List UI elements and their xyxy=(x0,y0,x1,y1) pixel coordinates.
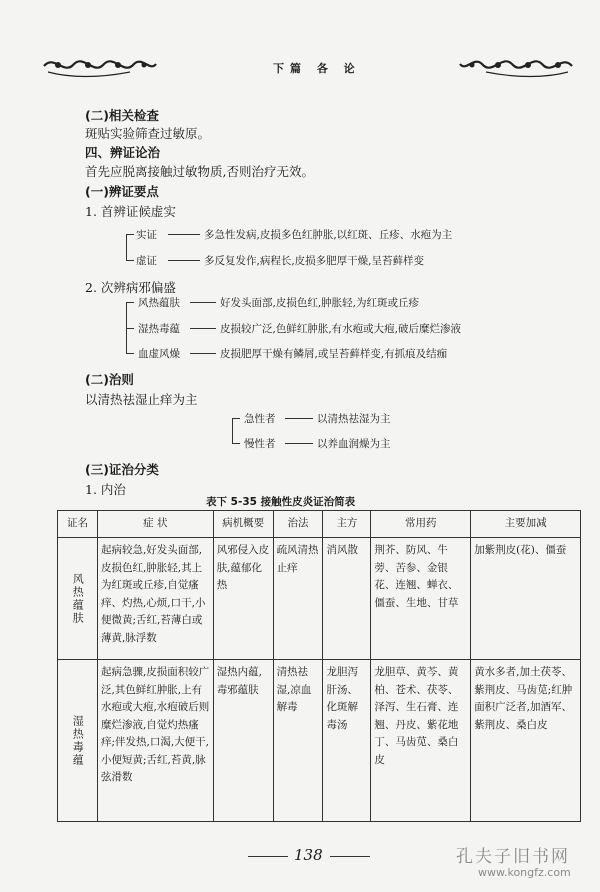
list-item: 1. 内治 xyxy=(85,482,126,497)
syndrome-name: 湿热毒蕴 xyxy=(58,660,98,822)
bracket-desc: 皮损肥厚干燥有鳞屑,或呈苔藓样变,有抓痕及结痂 xyxy=(220,348,448,360)
page-number: 138 xyxy=(294,846,323,864)
right-ornament xyxy=(456,52,576,78)
footer-rule xyxy=(248,856,288,857)
method-cell: 清热祛湿,凉血解毒 xyxy=(273,660,323,822)
dash-line xyxy=(168,260,200,261)
herbs-cell: 荆芥、防风、牛蒡、苦参、金银花、连翘、蝉衣、僵蚕、生地、甘草 xyxy=(371,538,471,660)
bracket-label: 慢性者 xyxy=(244,438,276,450)
modification-cell: 黄水多者,加土茯苓、紫荆皮、马齿苋;红肿面积广泛者,加酒军、紫荆皮、桑白皮 xyxy=(471,660,581,822)
bracket-desc: 皮损较广泛,色鲜红肿胀,有水疱或大疱,破后糜烂渗液 xyxy=(220,323,462,335)
symptoms-cell: 起病较急,好发头面部,皮损色红,肿胀轻,其上为红斑或丘疹,自觉瘙痒、灼热,心烦,口干,小便微黄;舌红,苔薄白或薄黄,脉浮数 xyxy=(97,538,213,660)
header-cell: 常用药 xyxy=(371,511,471,538)
mechanism-cell: 风邪侵入皮肤,蕴郁化热 xyxy=(213,538,273,660)
paragraph: 斑贴实验筛查过敏原。 xyxy=(85,126,211,141)
dash-line xyxy=(285,443,313,444)
bracket-desc: 多急性发病,皮损多色红肿胀,以红斑、丘疹、水疱为主 xyxy=(204,229,453,241)
bracket-label: 虚证 xyxy=(136,255,157,267)
paragraph: 首先应脱离接触过敏物质,否则治疗无效。 xyxy=(85,164,314,179)
list-item: 1. 首辨证候虚实 xyxy=(85,204,176,219)
bracket-line xyxy=(126,234,134,235)
header-cell: 主方 xyxy=(323,511,371,538)
bracket-label: 急性者 xyxy=(244,413,276,425)
bracket-label: 血虚风燥 xyxy=(138,348,180,360)
modification-cell: 加紫荆皮(花)、僵蚕 xyxy=(471,538,581,660)
header-cell: 病机概要 xyxy=(213,511,273,538)
formula-cell: 龙胆泻肝汤、化斑解毒汤 xyxy=(323,660,371,822)
symptoms-cell: 起病急骤,皮损面积较广泛,其色鲜红肿胀,上有水疱或大疱,水疱破后则糜烂渗液,自觉灼热瘙痒;伴发热,口渴,大便干,小便短黄;舌红,苔黄,脉弦滑数 xyxy=(97,660,213,822)
table-caption: 表下 5-35 接触性皮炎证治简表 xyxy=(206,496,356,508)
table-row xyxy=(58,538,581,660)
watermark-text: 孔夫子旧书网 xyxy=(456,847,570,867)
bracket-line xyxy=(126,260,134,261)
section-title: (二)相关检查 xyxy=(85,108,159,123)
bracket-line xyxy=(232,418,233,444)
formula-cell: 消风散 xyxy=(323,538,371,660)
bracket-label: 实证 xyxy=(136,229,157,241)
syndrome-table xyxy=(57,510,581,822)
herbs-cell: 龙胆草、黄芩、黄柏、苍术、茯苓、泽泻、生石膏、连翘、丹皮、紫花地丁、马齿苋、桑白皮 xyxy=(371,660,471,822)
bracket-line xyxy=(126,234,127,261)
dash-line xyxy=(190,302,216,303)
bracket-label: 风热蕴肤 xyxy=(138,297,180,309)
bracket-line xyxy=(126,353,134,354)
bracket-desc: 好发头面部,皮损色红,肿胀轻,为红斑或丘疹 xyxy=(220,297,420,309)
running-header: 下篇 各 论 xyxy=(273,62,361,75)
section-title: (三)证治分类 xyxy=(85,462,159,477)
bracket-line xyxy=(126,328,134,329)
header-cell: 主要加减 xyxy=(471,511,581,538)
dash-line xyxy=(168,234,200,235)
header-cell: 症 状 xyxy=(97,511,213,538)
method-cell: 疏风清热止痒 xyxy=(273,538,323,660)
watermark-url: www.kongfz.com xyxy=(478,866,571,879)
dash-line xyxy=(190,328,216,329)
table-row xyxy=(58,660,581,822)
dash-line xyxy=(190,353,216,354)
paragraph: 以清热祛湿止痒为主 xyxy=(85,392,198,407)
list-item: 2. 次辨病邪偏盛 xyxy=(85,280,176,295)
bracket-label: 湿热毒蕴 xyxy=(138,323,180,335)
header-cell: 治法 xyxy=(273,511,323,538)
header-cell: 证名 xyxy=(58,511,98,538)
section-title: (一)辨证要点 xyxy=(85,184,159,199)
bracket-desc: 以清热祛湿为主 xyxy=(317,413,391,425)
section-title: 四、辨证论治 xyxy=(85,145,161,160)
footer-rule xyxy=(330,856,370,857)
section-title: (二)治则 xyxy=(85,372,134,387)
bracket-desc: 多反复发作,病程长,皮损多肥厚干燥,呈苔藓样变 xyxy=(204,255,425,267)
left-ornament xyxy=(40,52,160,78)
bracket-line xyxy=(126,302,134,303)
dash-line xyxy=(285,418,313,419)
mechanism-cell: 湿热内蕴,毒邪蕴肤 xyxy=(213,660,273,822)
bracket-line xyxy=(232,443,240,444)
bracket-desc: 以养血润燥为主 xyxy=(317,438,391,450)
syndrome-name: 风热蕴肤 xyxy=(58,538,98,660)
bracket-line xyxy=(232,418,240,419)
table-header-row xyxy=(58,511,581,538)
